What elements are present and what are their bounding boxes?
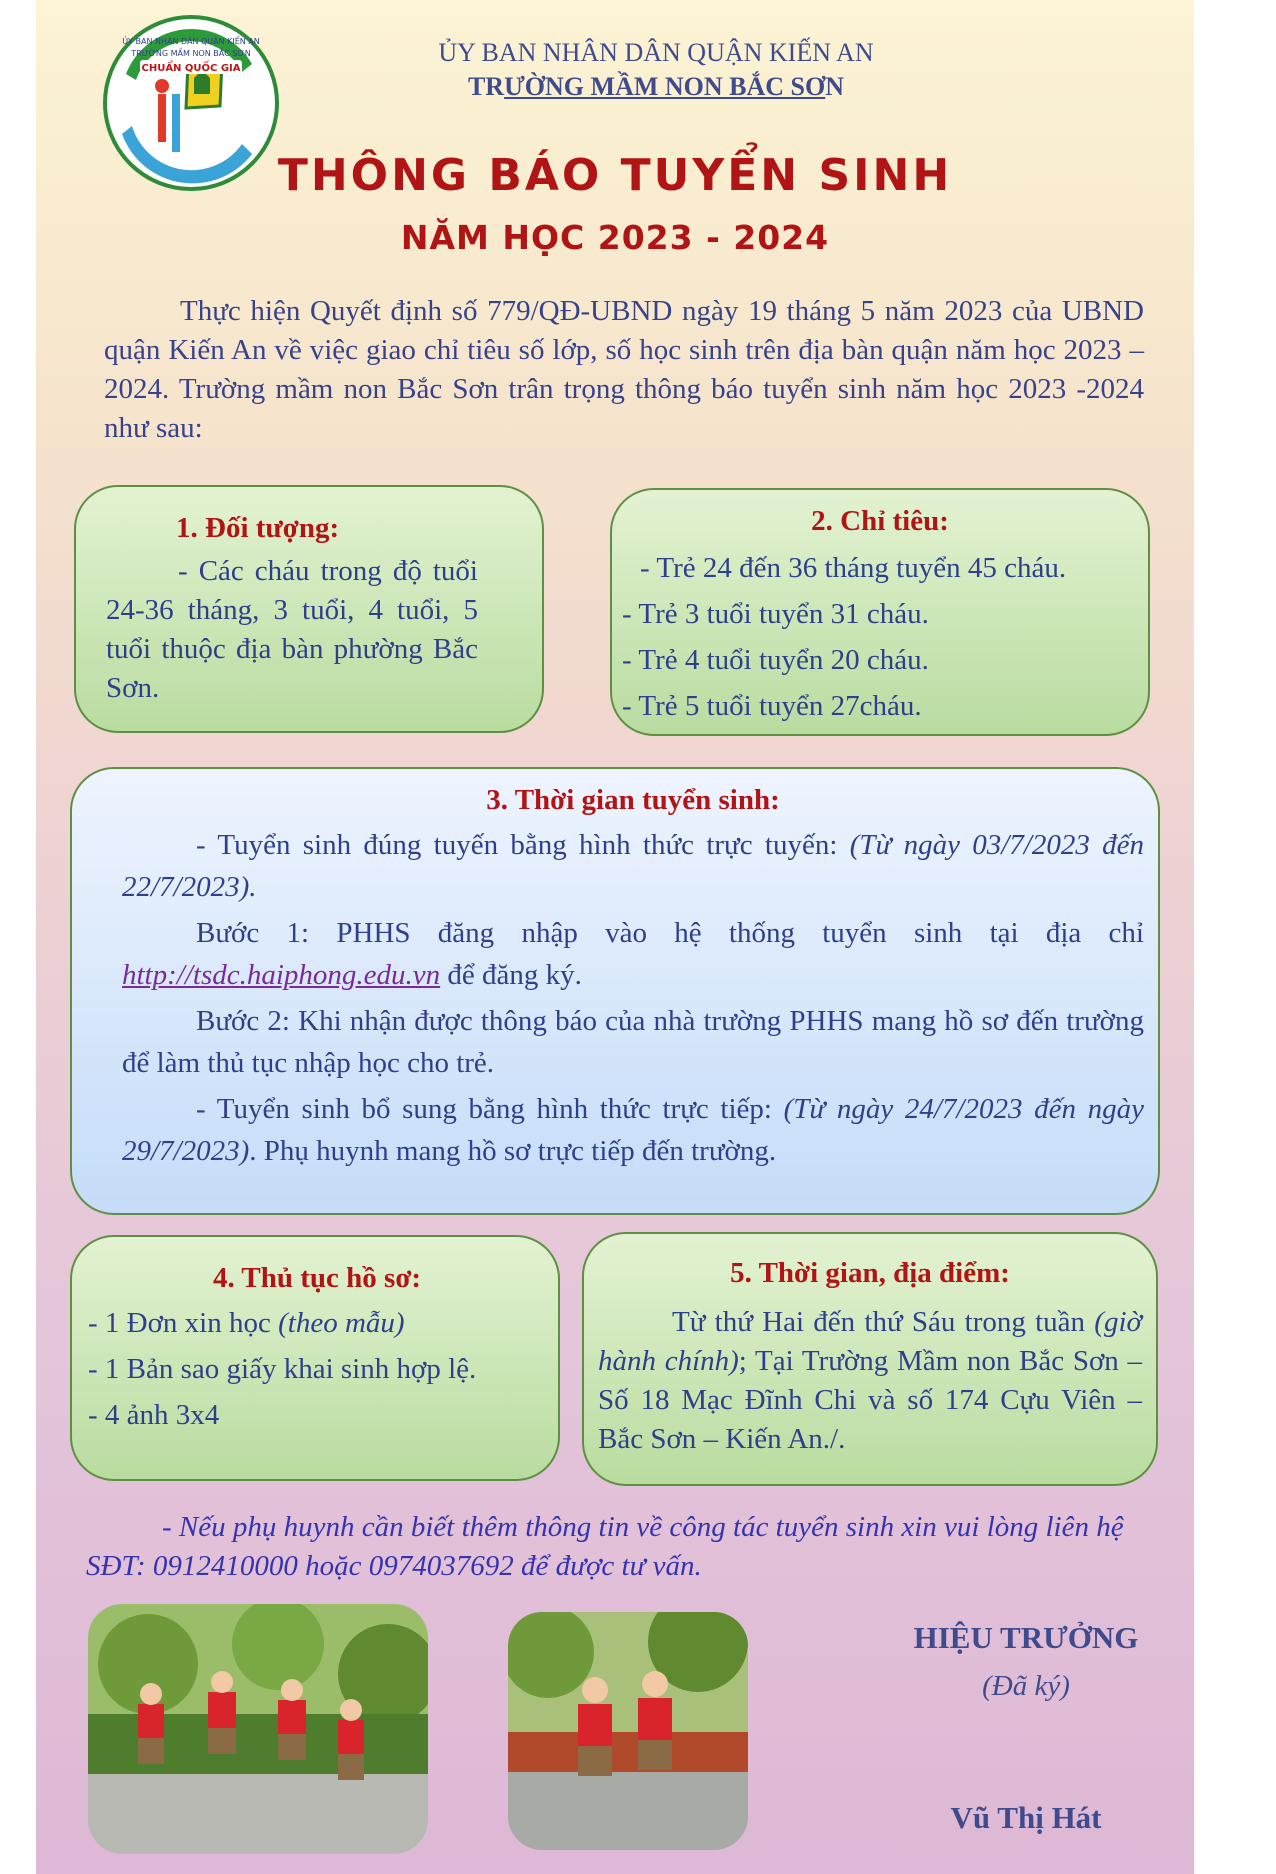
section-quota-box (610, 488, 1150, 736)
document-item: - 4 ảnh 3x4 (88, 1399, 220, 1431)
logo-top-text: ỦY BAN NHÂN DÂN QUẬN KIẾN AN (122, 37, 260, 46)
section2-heading: 2. Chỉ tiêu: (811, 505, 949, 537)
children-photo-1 (88, 1604, 428, 1854)
signer-name: Vũ Thị Hát (950, 1800, 1102, 1835)
schedule-step2-paragraph: Bước 2: Khi nhận được thông báo của nhà trường PHHS mang hồ sơ đến trường để làm thủ tục nhập học cho trẻ. (122, 1005, 1144, 1079)
quota-item: - Trẻ 4 tuổi tuyển 20 cháu. (622, 644, 929, 676)
quota-item: - Trẻ 3 tuổi tuyển 31 cháu. (622, 598, 929, 630)
schedule-direct-paragraph: - Tuyển sinh bổ sung bằng hình thức trực tiếp: (Từ ngày 24/7/2023 đến ngày 29/7/2023). Phụ huynh mang hồ sơ trực tiếp đến trường. (122, 1093, 1145, 1167)
notice-title: THÔNG BÁO TUYỂN SINH (277, 150, 953, 201)
section1-heading: 1. Đối tượng: (176, 512, 340, 544)
school-name: TRƯỜNG MẦM NON BẮC SƠN (467, 72, 845, 101)
quota-item: - Trẻ 24 đến 36 tháng tuyển 45 cháu. (640, 552, 1067, 584)
logo-school-text: TRƯỜNG MẦM NON BẮC SƠN (131, 49, 251, 58)
document-item: - 1 Đơn xin học (theo mẫu) (88, 1307, 405, 1339)
document-item: - 1 Bản sao giấy khai sinh hợp lệ. (88, 1353, 477, 1385)
children-photo-2 (508, 1612, 748, 1850)
intro-paragraph: Thực hiện Quyết định số 779/QĐ-UBND ngày 19 tháng 5 năm 2023 của UBND quận Kiến An về việc giao chỉ tiêu số lớp, số học sinh trên địa bàn quận năm học 2023 – 2024. Trường mầm non Bắc Sơn trân trọng thông báo tuyển sinh năm học 2023 -2024 như sau: (104, 295, 1144, 444)
section-schedule-box (70, 767, 1160, 1215)
signature-title: HIỆU TRƯỞNG (913, 1620, 1139, 1655)
section4-heading: 4. Thủ tục hồ sơ: (212, 1262, 422, 1294)
school-year: NĂM HỌC 2023 - 2024 (400, 218, 830, 257)
section5-heading: 5. Thời gian, địa điểm: (730, 1257, 1010, 1289)
section-documents-box (70, 1235, 560, 1481)
section-target-box (74, 485, 544, 733)
location-paragraph: Từ thứ Hai đến thứ Sáu trong tuần (giờ hành chính); Tại Trường Mầm non Bắc Sơn – Số 18 Mạc Đĩnh Chi và số 174 Cựu Viên – Bắc Sơn – Kiến An./. (598, 1306, 1142, 1455)
section1-body: - Các cháu trong độ tuổi 24-36 tháng, 3 tuổi, 4 tuổi, 5 tuổi thuộc địa bàn phường Bắc Sơn. (106, 555, 478, 704)
logo-badge-text: CHUẨN QUỐC GIA (141, 63, 241, 74)
notice-page (36, 0, 1194, 1874)
section-location-box (582, 1232, 1158, 1486)
schedule-step1-paragraph: Bước 1: PHHS đăng nhập vào hệ thống tuyển sinh tại địa chỉ http://tsdc.haiphong.edu.vn để đăng ký. (122, 917, 1144, 991)
signature-status: (Đã ký) (982, 1670, 1070, 1702)
authority-name: ỦY BAN NHÂN DÂN QUẬN KIẾN AN (438, 38, 874, 67)
section3-heading: 3. Thời gian tuyển sinh: (486, 784, 780, 816)
quota-item: - Trẻ 5 tuổi tuyển 27cháu. (622, 690, 922, 722)
registration-link[interactable]: http://tsdc.haiphong.edu.vn (122, 959, 441, 991)
contact-note: - Nếu phụ huynh cần biết thêm thông tin về công tác tuyển sinh xin vui lòng liên hệ SĐT: 0912410000 hoặc 0974037692 để được tư vấn. (86, 1511, 1124, 1582)
schedule-online-paragraph: - Tuyển sinh đúng tuyến bằng hình thức trực tuyến: (Từ ngày 03/7/2023 đến 22/7/2023). (122, 829, 1144, 903)
